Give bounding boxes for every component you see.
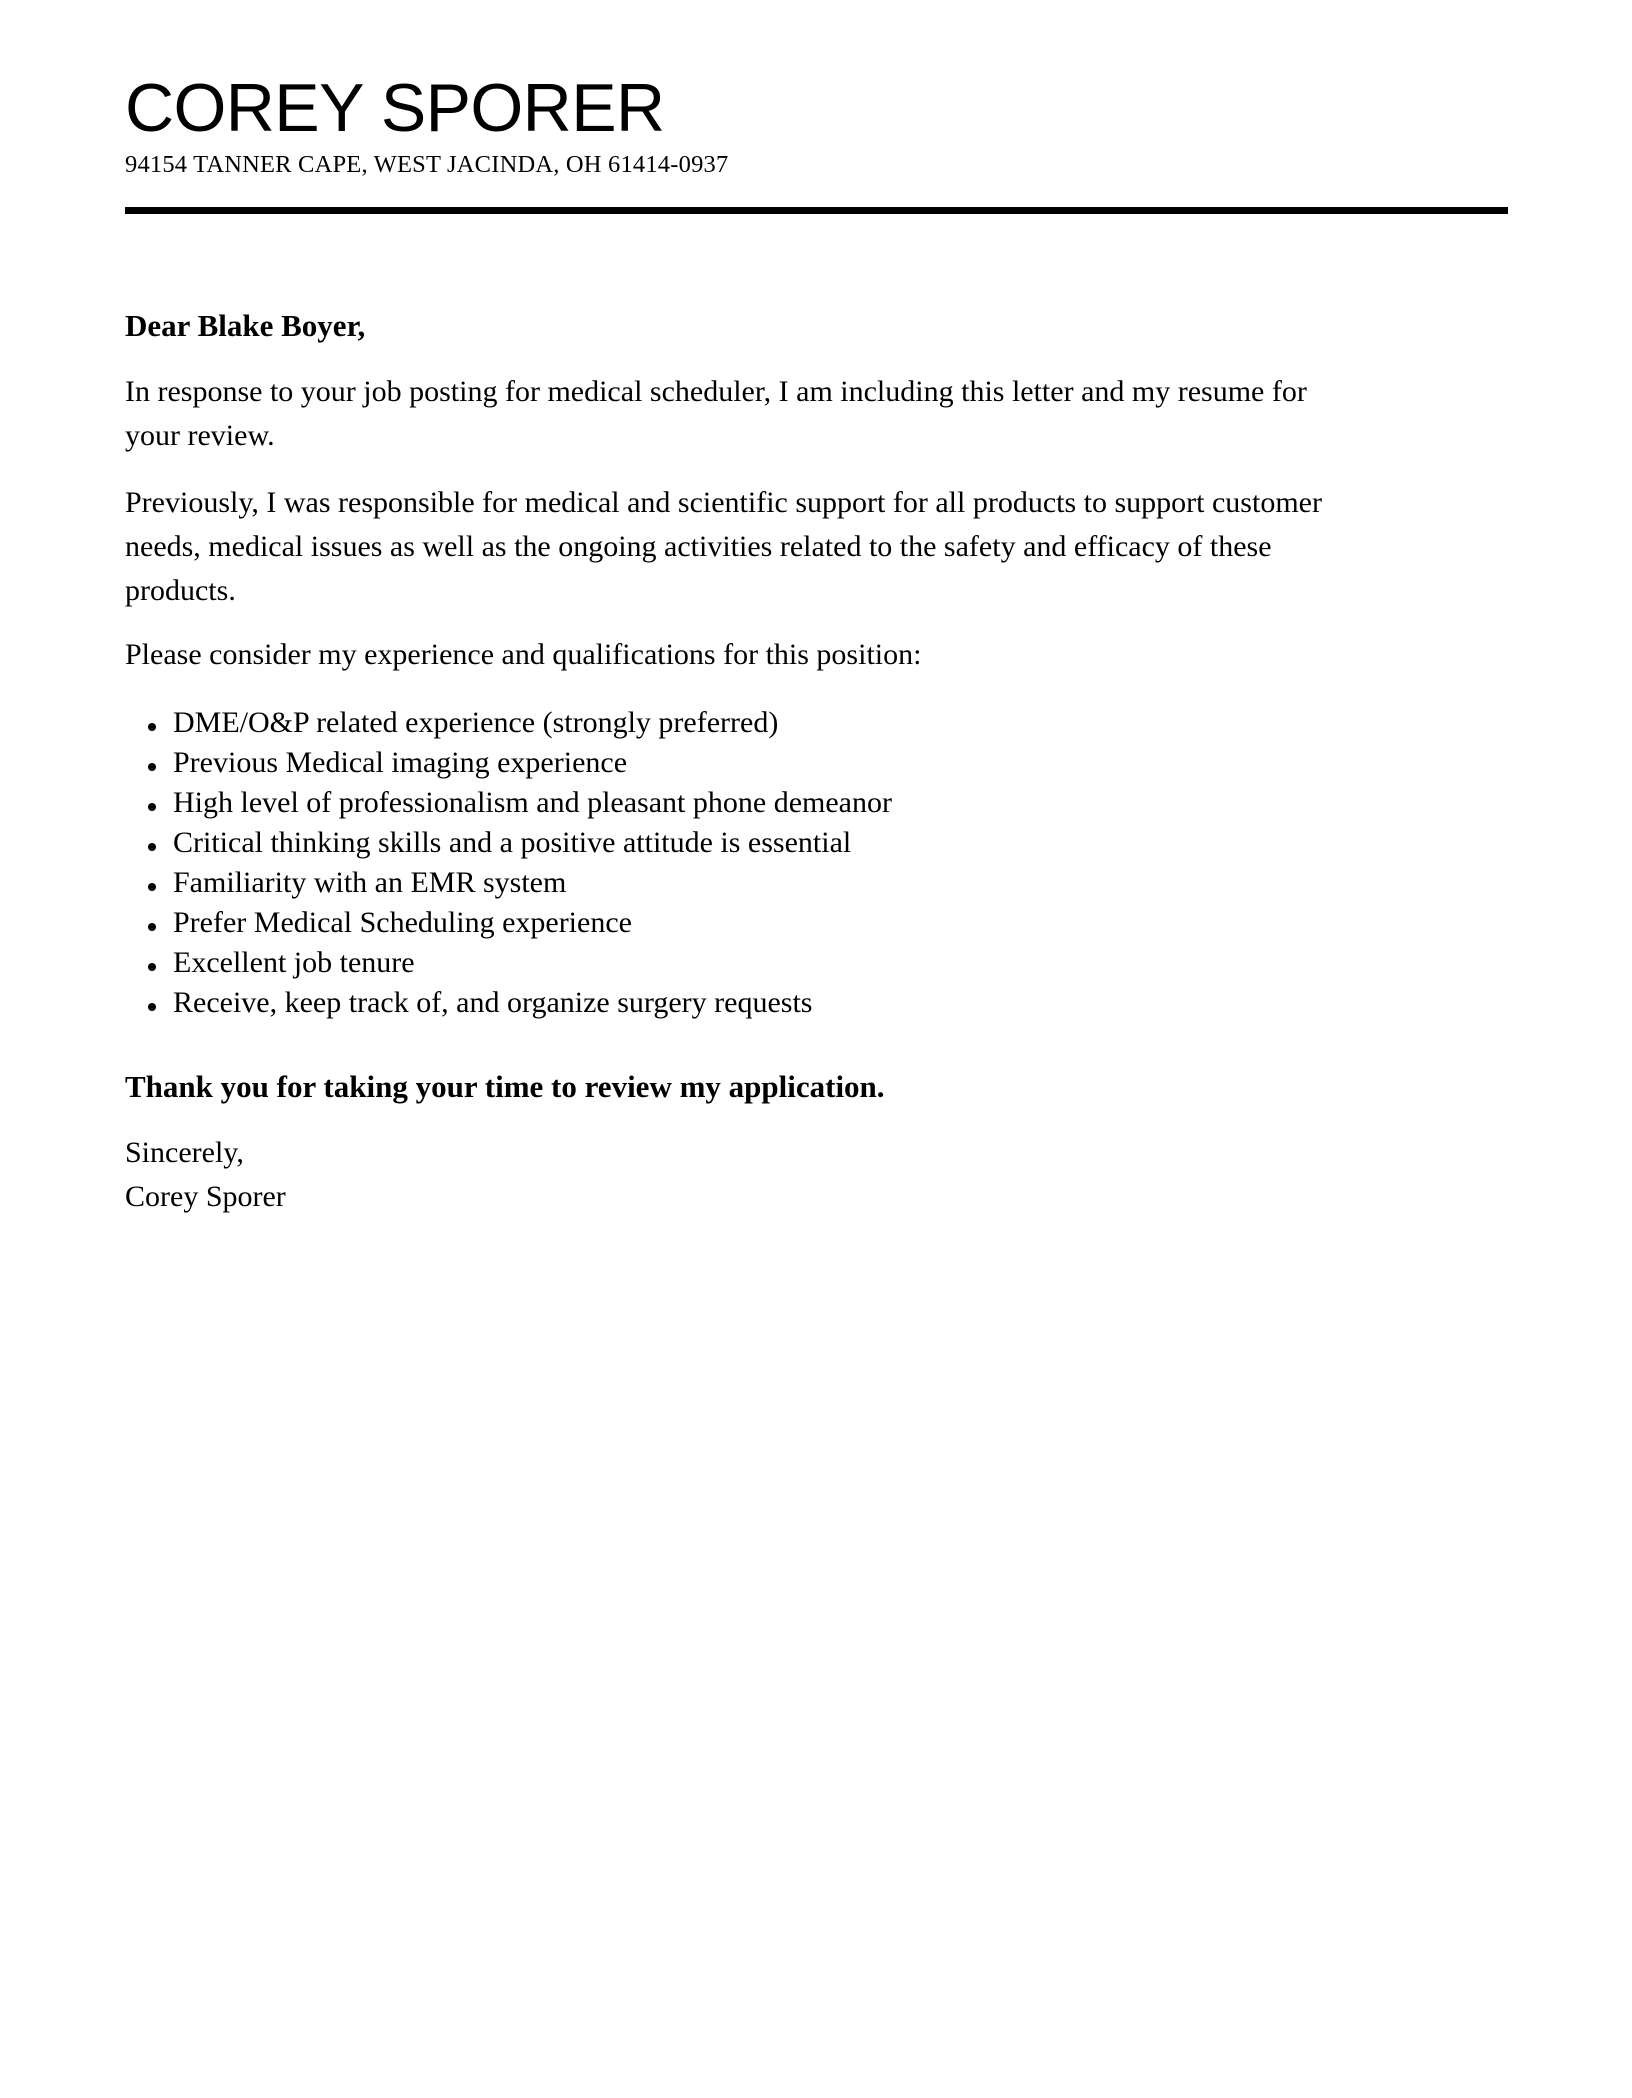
list-item <box>125 703 1508 743</box>
header-divider <box>125 207 1508 214</box>
list-item-text: Prefer Medical Scheduling experience <box>173 906 632 939</box>
list-item <box>125 823 1508 863</box>
bullet-icon <box>148 923 156 931</box>
list-item <box>125 743 1508 783</box>
list-item <box>125 943 1508 983</box>
bullet-icon <box>148 803 156 811</box>
list-item <box>125 983 1508 1023</box>
paragraph-line: In response to your job posting for medical scheduler, I am including this letter and my resume for <box>125 375 1307 408</box>
paragraph-qualifications-intro <box>125 633 1508 677</box>
paragraph-line: products. <box>125 574 236 607</box>
letter-body <box>125 304 1508 1219</box>
paragraph-experience <box>125 481 1508 613</box>
list-item <box>125 903 1508 943</box>
letter-header <box>125 70 1508 214</box>
closing-block <box>125 1131 1508 1219</box>
paragraph-intro <box>125 370 1508 458</box>
signature-name: Corey Sporer <box>125 1180 286 1213</box>
bullet-icon <box>148 723 156 731</box>
bullet-icon <box>148 883 156 891</box>
list-item-text: Critical thinking skills and a positive attitude is essential <box>173 826 852 859</box>
cover-letter-page <box>125 0 1508 1219</box>
paragraph-line: Previously, I was responsible for medical and scientific support for all products to support customer <box>125 486 1322 519</box>
bullet-icon <box>148 963 156 971</box>
list-item-text: Previous Medical imaging experience <box>173 746 628 779</box>
applicant-address: 94154 TANNER CAPE, WEST JACINDA, OH 61414-0937 <box>125 151 729 178</box>
paragraph-line: your review. <box>125 419 275 452</box>
valediction: Sincerely, <box>125 1136 244 1169</box>
list-item-text: High level of professionalism and pleasant phone demeanor <box>173 786 892 819</box>
salutation: Dear Blake Boyer, <box>125 308 366 343</box>
thank-you-line: Thank you for taking your time to review my application. <box>125 1069 885 1104</box>
list-item-text: Receive, keep track of, and organize surgery requests <box>173 986 813 1019</box>
bullet-icon <box>148 1003 156 1011</box>
list-item <box>125 863 1508 903</box>
applicant-name: COREY SPORER <box>125 70 665 146</box>
list-item <box>125 783 1508 823</box>
paragraph-line: needs, medical issues as well as the ongoing activities related to the safety and efficacy of these <box>125 530 1272 563</box>
qualifications-list <box>125 703 1508 1023</box>
list-item-text: DME/O&P related experience (strongly preferred) <box>173 706 779 739</box>
bullet-icon <box>148 763 156 771</box>
paragraph-line: Please consider my experience and qualifications for this position: <box>125 638 922 671</box>
list-item-text: Excellent job tenure <box>173 946 415 979</box>
bullet-icon <box>148 843 156 851</box>
list-item-text: Familiarity with an EMR system <box>173 866 567 899</box>
